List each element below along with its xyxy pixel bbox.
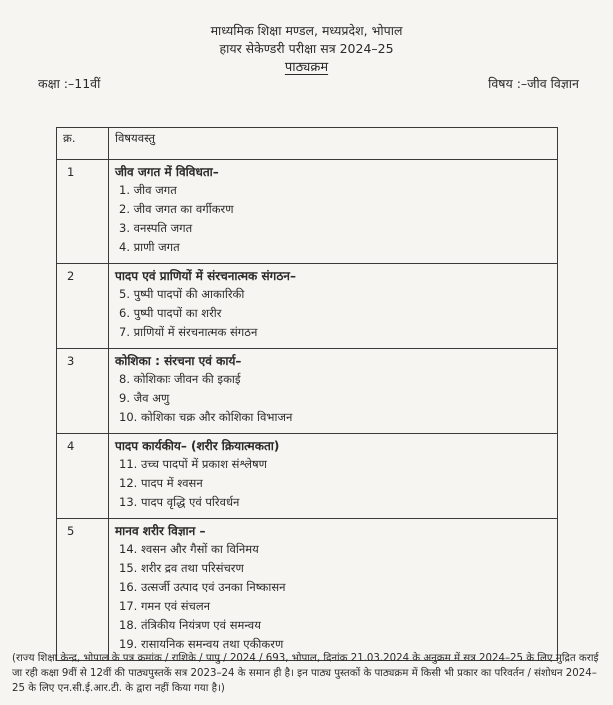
topic-item: 1. जीव जगत — [119, 183, 177, 197]
unit-row — [57, 160, 558, 264]
topic-item: 8. कोशिकाः जीवन की इकाई — [119, 372, 241, 386]
topic-item: 15. शरीर द्रव तथा परिसंचरण — [119, 561, 244, 575]
topic-item: 14. श्वसन और गैसों का विनिमय — [119, 542, 259, 556]
subject-label: विषय :–जीव विज्ञान — [488, 76, 579, 91]
unit-number: 2 — [57, 264, 109, 349]
unit-number: 3 — [57, 349, 109, 434]
topic-item: 2. जीव जगत का वर्गीकरण — [119, 202, 234, 216]
syllabus-table — [56, 127, 558, 661]
unit-title: पादप एवं प्राणियों में संरचनात्मक संगठन– — [115, 269, 296, 283]
unit-title: जीव जगत में विविधता– — [115, 165, 219, 179]
table-header-row — [57, 128, 558, 160]
exam-session: हायर सेकेण्डरी परीक्षा सत्र 2024–25 — [219, 41, 394, 56]
unit-title: मानव शरीर विज्ञान – — [115, 524, 206, 538]
unit-title: कोशिका : संरचना एवं कार्य– — [115, 354, 242, 368]
unit-content — [109, 434, 558, 519]
column-header-content: विषयवस्तु — [109, 128, 558, 160]
topic-item: 4. प्राणी जगत — [119, 240, 180, 254]
unit-content — [109, 519, 558, 661]
footnote: (राज्य शिक्षा केन्द्र, भोपाल के पत्र क्रमांक / राशिके / पापु / 2024 / 693, भोपाल, दिनांक 21.03.2024 के अनुक्रम में सत्र 2024–25 के लिए मुद्रित कराई जा रही कक्षा 9वीं से 12वीं की पाठ्यपुस्तकें सत्र 2023–24 के समान ही है। इन पाठ्य पुस्तकों के पाठ्यक्रम में किसी भी प्रकार का परिवर्तन / संशोधन 2024–25 के लिए एन.सी.ई.आर.टी. के द्वारा नहीं किया गया है।) — [12, 653, 599, 694]
topic-item: 10. कोशिका चक्र और कोशिका विभाजन — [119, 410, 293, 424]
topic-item: 5. पुष्पी पादपों की आकारिकी — [119, 287, 245, 301]
topic-item: 9. जैव अणु — [119, 391, 170, 405]
unit-number: 1 — [57, 160, 109, 264]
topic-item: 7. प्राणियों में संरचनात्मक संगठन — [119, 325, 258, 339]
column-header-serial: क्र. — [57, 128, 109, 160]
topic-item: 19. रासायनिक समन्वय तथा एकीकरण — [119, 637, 284, 651]
unit-content — [109, 349, 558, 434]
topic-item: 18. तंत्रिकीय नियंत्रण एवं समन्वय — [119, 618, 261, 632]
unit-title: पादप कार्यकीय– (शरीर क्रियात्मकता) — [115, 439, 280, 453]
unit-row — [57, 264, 558, 349]
unit-row — [57, 519, 558, 661]
unit-content — [109, 264, 558, 349]
unit-row — [57, 434, 558, 519]
unit-content — [109, 160, 558, 264]
topic-item: 6. पुष्पी पादपों का शरीर — [119, 306, 222, 320]
document-header — [0, 22, 613, 78]
unit-number: 5 — [57, 519, 109, 661]
topic-item: 3. वनस्पति जगत — [119, 221, 193, 235]
unit-number: 4 — [57, 434, 109, 519]
page-title: पाठ्यक्रम — [284, 60, 329, 75]
topic-item: 12. पादप में श्वसन — [119, 476, 203, 490]
topic-item: 16. उत्सर्जी उत्पाद एवं उनका निष्कासन — [119, 580, 286, 594]
unit-row — [57, 349, 558, 434]
topic-item: 13. पादप वृद्धि एवं परिवर्धन — [119, 495, 240, 509]
class-label: कक्षा :–11वीं — [38, 76, 101, 91]
topic-item: 11. उच्च पादपों में प्रकाश संश्लेषण — [119, 457, 267, 471]
topic-item: 17. गमन एवं संचलन — [119, 599, 210, 613]
board-name: माध्यमिक शिक्षा मण्डल, मध्यप्रदेश, भोपाल — [210, 23, 403, 38]
